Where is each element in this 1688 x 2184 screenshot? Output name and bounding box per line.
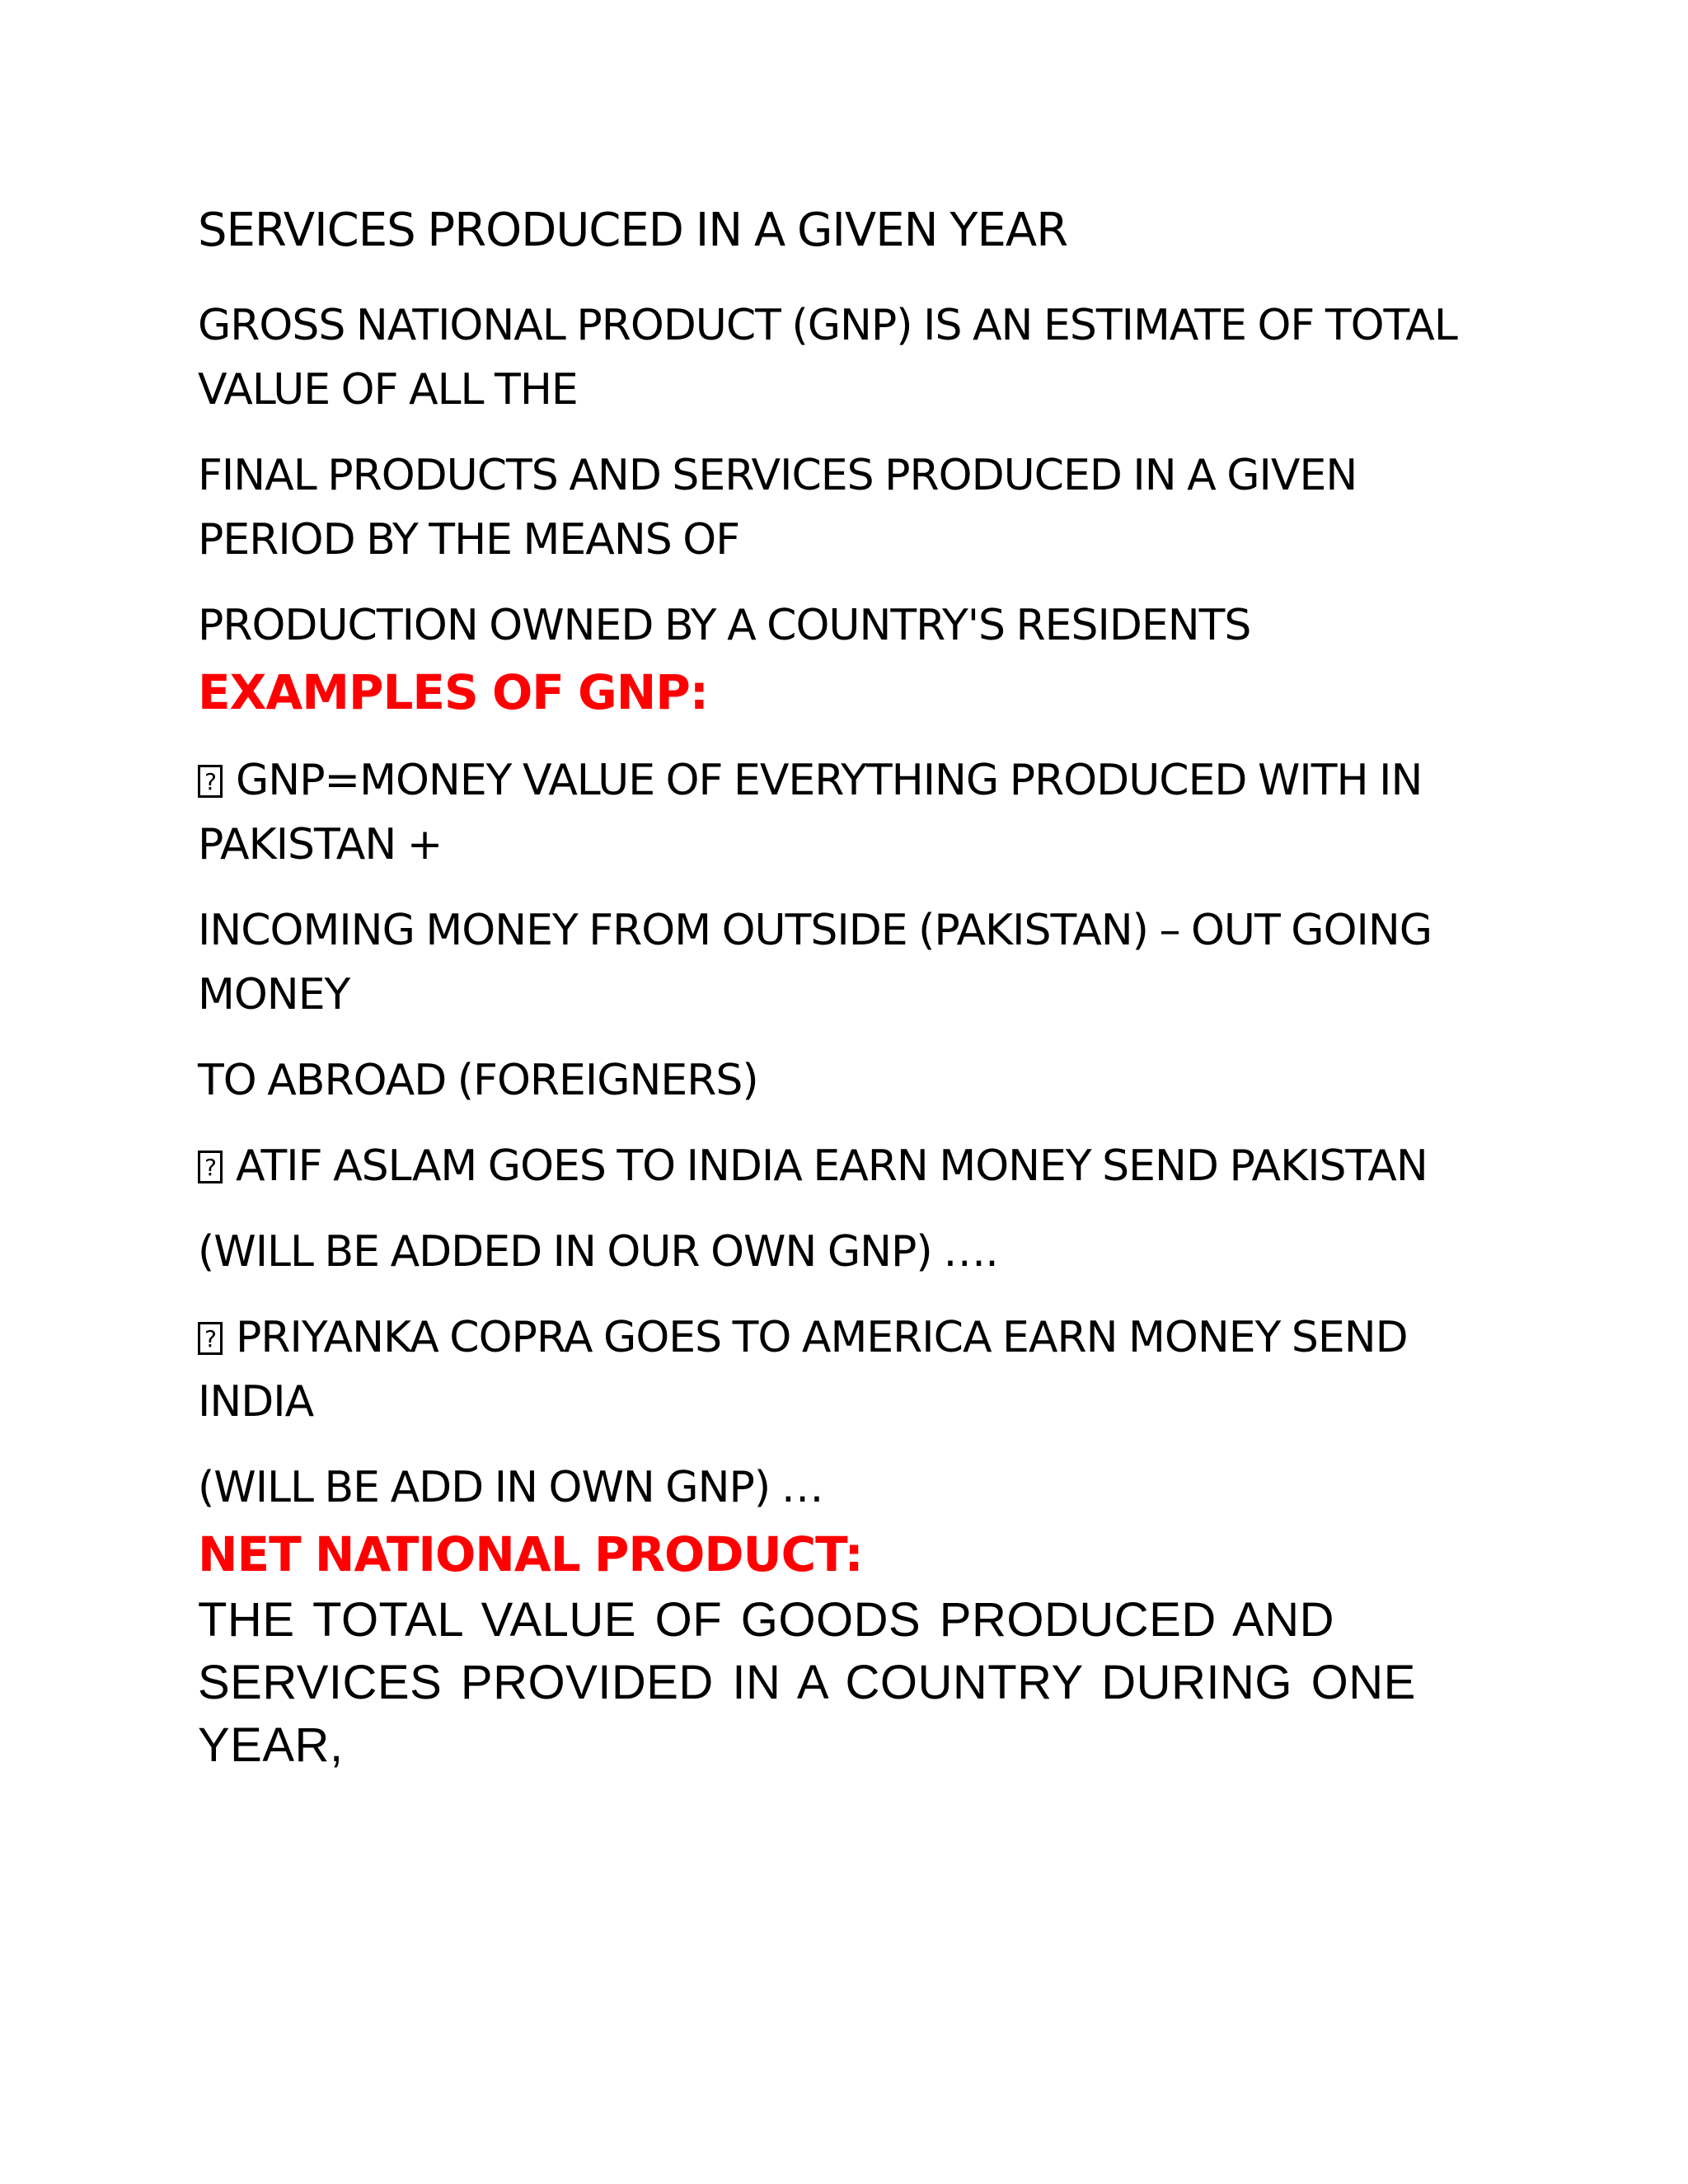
example-gnp-formula: [198, 748, 1484, 877]
example-atif-aslam: [198, 1134, 1484, 1198]
document-body: [198, 196, 1484, 1777]
text-services-produced: SERVICES PRODUCED IN A GIVEN YEAR: [198, 204, 1068, 257]
text-gnp-definition-2: FINAL PRODUCTS AND SERVICES PRODUCED IN A GIVEN PERIOD BY THE MEANS OF: [198, 451, 1357, 565]
text-nnp-definition: THE TOTAL VALUE OF GOODS PRODUCED AND SERVICES PROVIDED IN A COUNTRY DURING ONE YEAR,: [198, 1593, 1416, 1772]
missing-glyph-box-icon: [198, 1322, 223, 1355]
example-gnp-formula-text: GNP=MONEY VALUE OF EVERYTHING PRODUCED WITH IN PAKISTAN +: [198, 756, 1423, 869]
text-gnp-definition-3: PRODUCTION OWNED BY A COUNTRY'S RESIDENTS: [198, 601, 1251, 650]
text-incoming-money: INCOMING MONEY FROM OUTSIDE (PAKISTAN) – OUT GOING MONEY: [198, 906, 1432, 1019]
missing-glyph-box-icon: [198, 1151, 223, 1183]
text-gnp-definition-1: GROSS NATIONAL PRODUCT (GNP) IS AN ESTIMATE OF TOTAL VALUE OF ALL THE: [198, 301, 1457, 415]
missing-glyph-box-icon: [198, 765, 223, 798]
example-atif-aslam-text: ATIF ASLAM GOES TO INDIA EARN MONEY SEND PAKISTAN: [236, 1141, 1428, 1191]
example-priyanka-copra-text: PRIYANKA COPRA GOES TO AMERICA EARN MONEY SEND INDIA: [198, 1313, 1408, 1427]
text-will-be-added: (WILL BE ADDED IN OUR OWN GNP) ….: [198, 1227, 998, 1277]
example-priyanka-copra: [198, 1305, 1484, 1434]
heading-examples-of-gnp: EXAMPLES OF GNP:: [198, 664, 708, 720]
heading-net-national-product: NET NATIONAL PRODUCT:: [198, 1526, 863, 1582]
text-to-abroad: TO ABROAD (FOREIGNERS): [198, 1056, 758, 1105]
text-will-be-add: (WILL BE ADD IN OWN GNP) …: [198, 1463, 823, 1512]
